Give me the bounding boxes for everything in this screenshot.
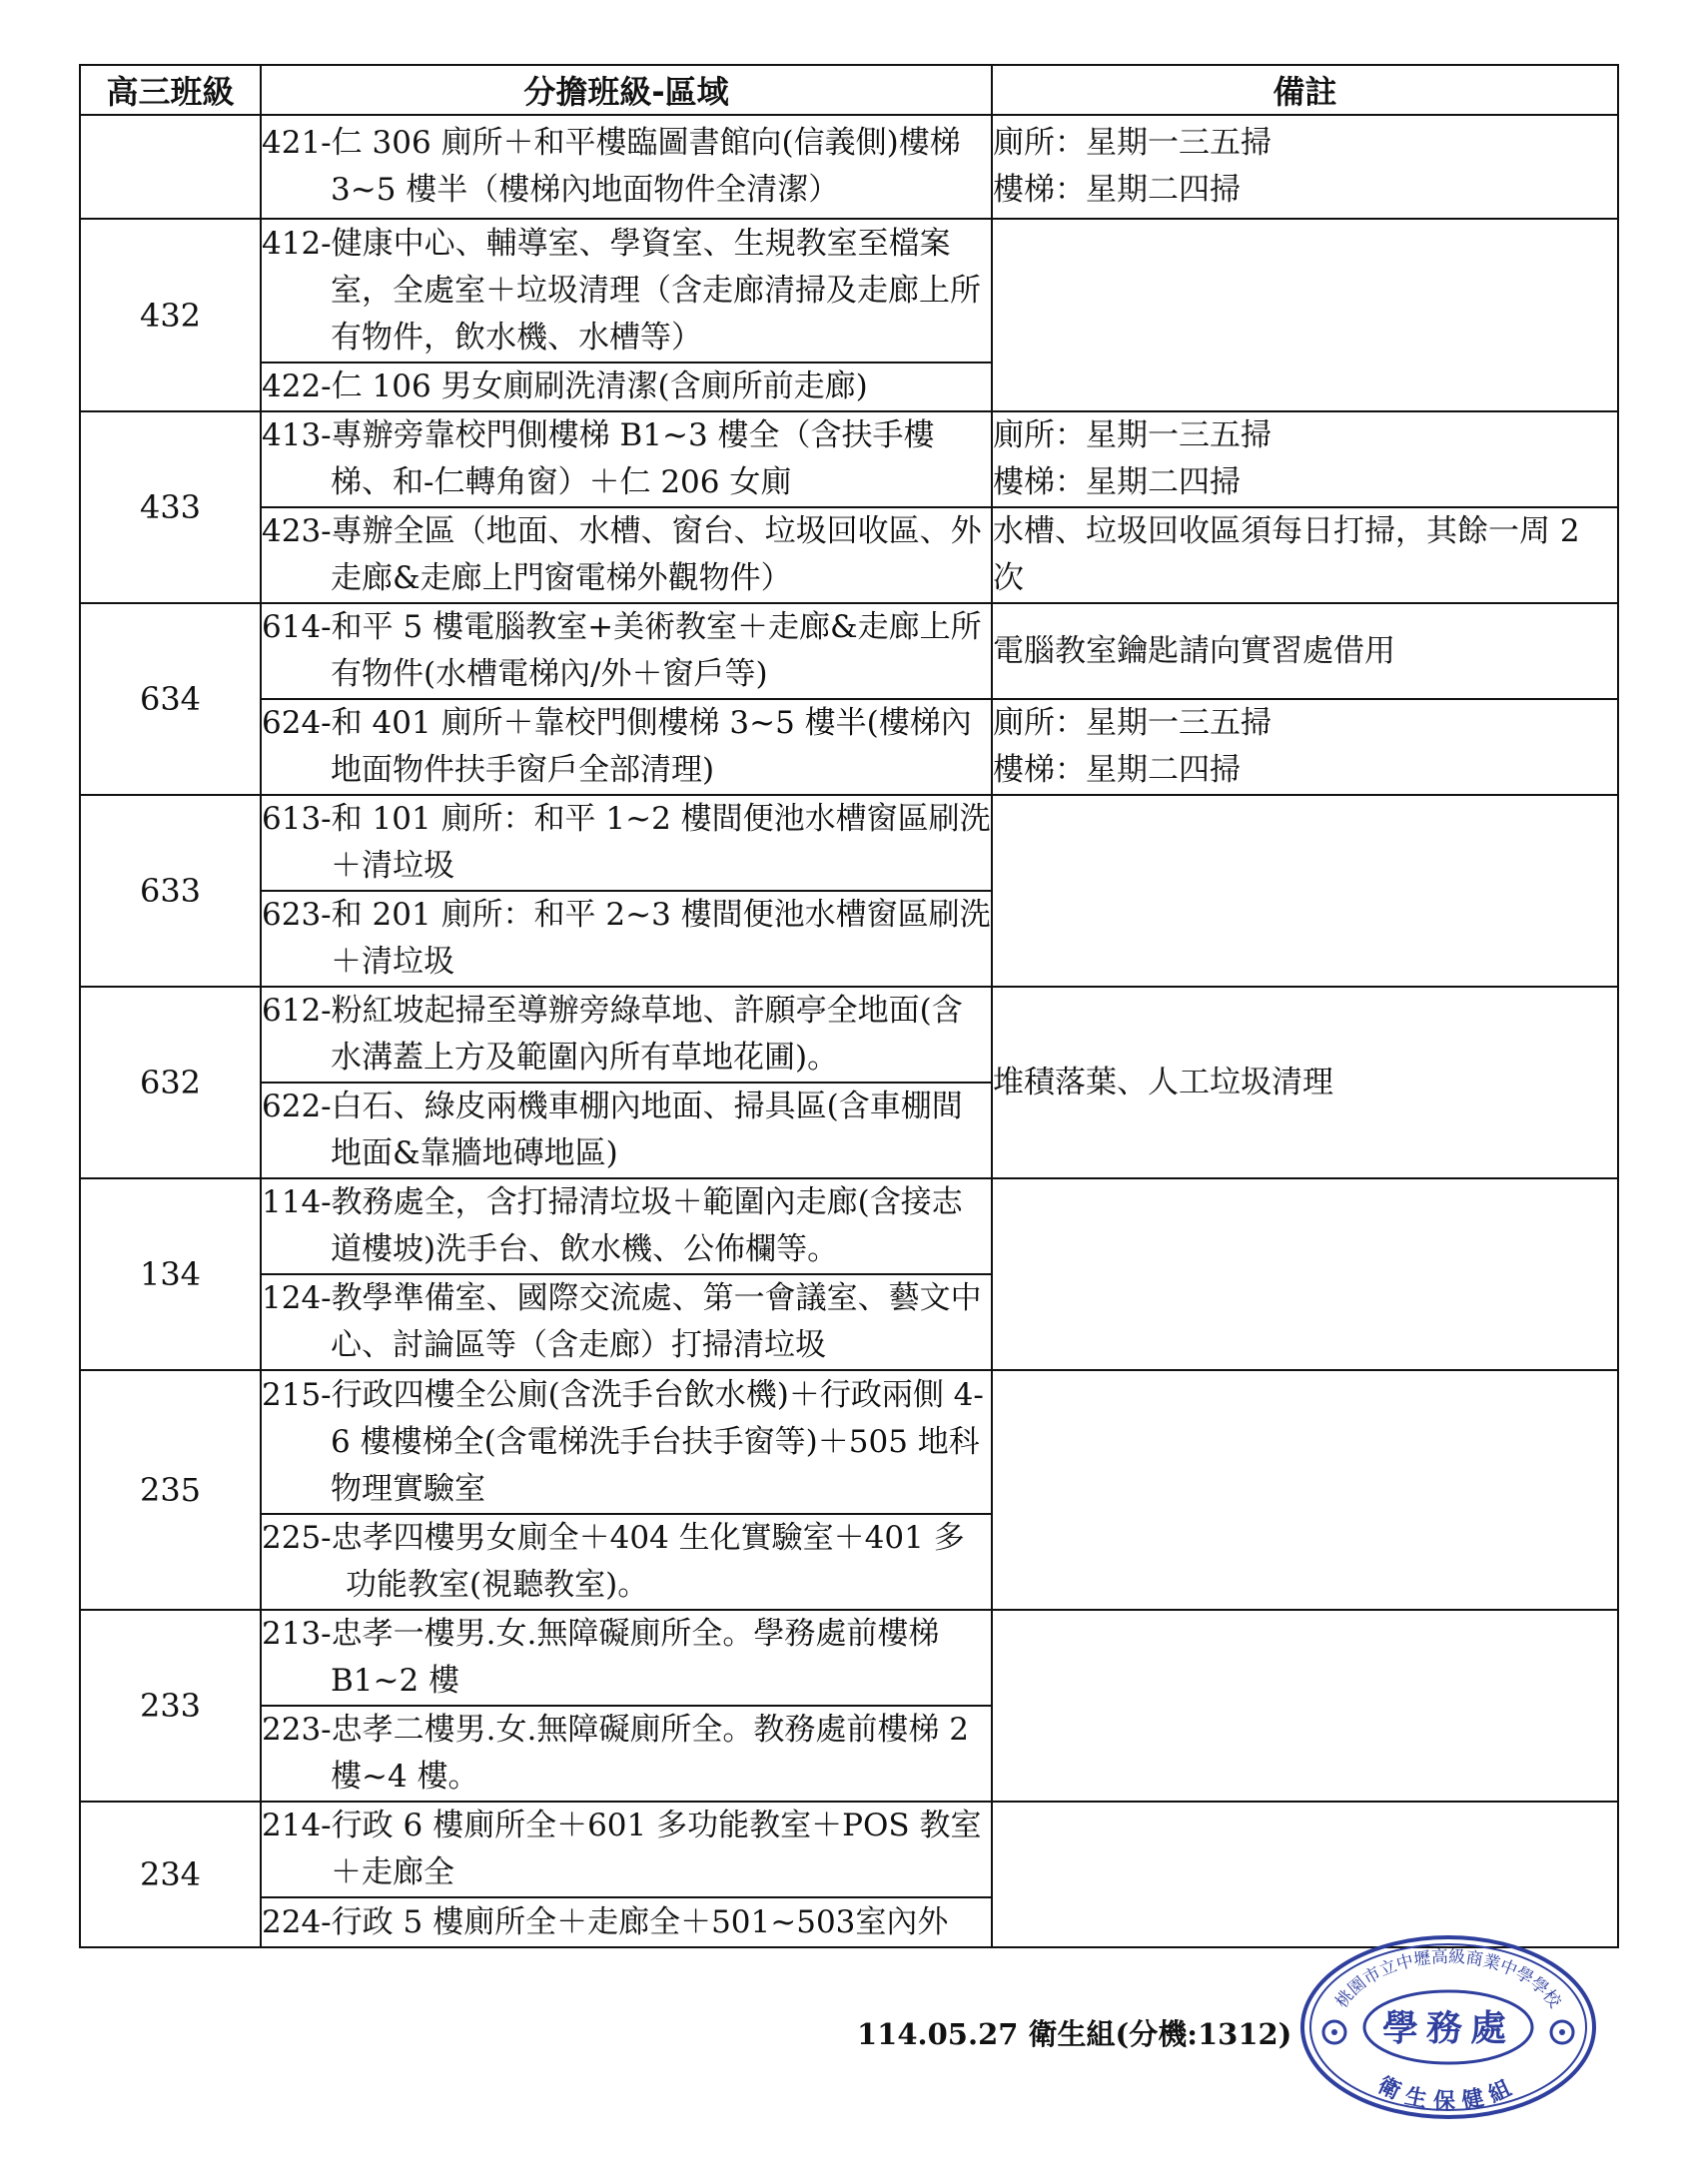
- area-cell: [261, 699, 992, 795]
- header-row: [80, 65, 1618, 115]
- class-cell: 433: [80, 411, 261, 603]
- area-cell: [261, 987, 992, 1083]
- area-cell: [261, 115, 992, 219]
- table-row: [80, 699, 1618, 795]
- note-line: 樓梯：星期二四掃: [993, 172, 1241, 208]
- table-row: [80, 1178, 1618, 1274]
- note-line: 廁所：星期一三五掃: [993, 125, 1271, 161]
- table-row: [80, 1802, 1618, 1897]
- class-cell: 234: [80, 1802, 261, 1947]
- area-text: 624-和 401 廁所＋靠校門側樓梯 3~5 樓半(樓梯內地面物件扶手窗戶全部清理): [262, 705, 972, 788]
- area-text: 124-教學準備室、國際交流處、第一會議室、藝文中心、討論區等（含走廊）打掃清垃圾: [262, 1280, 982, 1363]
- area-cell: [261, 1706, 992, 1802]
- header-note: 備註: [992, 65, 1618, 115]
- note-line: 樓梯：星期二四掃: [993, 464, 1241, 500]
- flower-emblem-icon: [1551, 2021, 1573, 2043]
- header-area: 分擔班級-區域: [261, 65, 992, 115]
- note-cell: [992, 115, 1618, 219]
- area-text: 412-健康中心、輔導室、學資室、生規教室至檔案室，全處室＋垃圾清理（含走廊清掃及走廊上所有物件，飲水機、水槽等）: [262, 225, 981, 356]
- area-text: 213-忠孝一樓男.女.無障礙廁所全。學務處前樓梯 B1~2 樓: [262, 1616, 940, 1699]
- area-text: 623-和 201 廁所：和平 2~3 樓間便池水槽窗區刷洗＋清垃圾: [262, 897, 991, 980]
- class-cell: [80, 115, 261, 219]
- note-cell: [992, 1802, 1618, 1947]
- table-row: [80, 507, 1618, 603]
- duty-table: [79, 64, 1619, 1948]
- area-text: 114-教務處全，含打掃清垃圾＋範圍內走廊(含接志道樓坡)洗手台、飲水機、公佈欄等。: [262, 1184, 963, 1267]
- note-cell: [992, 1178, 1618, 1370]
- class-cell: 235: [80, 1370, 261, 1610]
- seal-outer-text: 桃園市立中壢高級商業中學學校: [1331, 1946, 1565, 2012]
- note-cell: [992, 699, 1618, 795]
- note-cell: [992, 411, 1618, 507]
- class-cell: 432: [80, 219, 261, 411]
- table-row: [80, 795, 1618, 891]
- area-text: 225-忠孝四樓男女廁全＋404 生化實驗室＋401 多功能教室(視聽教室)。: [262, 1520, 965, 1603]
- area-cell: [261, 1802, 992, 1897]
- note-line: 廁所：星期一三五掃: [993, 417, 1271, 453]
- area-text: 622-白石、綠皮兩機車棚內地面、掃具區(含車棚間地面&靠牆地磚地區): [262, 1089, 963, 1171]
- area-cell: [261, 795, 992, 891]
- area-cell: [261, 363, 992, 411]
- footer-date-contact: 114.05.27 衛生組(分機:1312): [857, 2017, 1292, 2051]
- table-row: [80, 411, 1618, 507]
- area-cell: [261, 1514, 992, 1610]
- table-row: [80, 1610, 1618, 1706]
- area-text: 612-粉紅坡起掃至導辦旁綠草地、許願亭全地面(含水溝蓋上方及範圍內所有草地花圃)。: [262, 993, 963, 1076]
- seal-main-text: 學務處: [1381, 2007, 1515, 2049]
- area-cell: [261, 1083, 992, 1178]
- note-cell: [992, 507, 1618, 603]
- area-cell: [261, 1178, 992, 1274]
- class-cell: 632: [80, 987, 261, 1178]
- area-text: 423-專辦全區（地面、水槽、窗台、垃圾回收區、外走廊&走廊上門窗電梯外觀物件）: [262, 513, 982, 596]
- area-text: 421-仁 306 廁所＋和平樓臨圖書館向(信義側)樓梯 3~5 樓半（樓梯內地面物件全清潔）: [262, 125, 961, 208]
- note-line: 水槽、垃圾回收區須每日打掃，其餘一周 2 次: [993, 513, 1580, 596]
- area-cell: [261, 603, 992, 699]
- area-text: 614-和平 5 樓電腦教室+美術教室＋走廊&走廊上所有物件(水槽電梯內/外＋窗戶等): [262, 609, 982, 692]
- table-row: [80, 219, 1618, 363]
- table-row: [80, 603, 1618, 699]
- class-cell: 633: [80, 795, 261, 987]
- area-cell: [261, 411, 992, 507]
- table-row: [80, 987, 1618, 1083]
- area-text: 223-忠孝二樓男.女.無障礙廁所全。教務處前樓梯 2 樓~4 樓。: [262, 1712, 969, 1795]
- seal-bottom-text: 衛生保健組: [1373, 2071, 1523, 2115]
- note-cell: [992, 219, 1618, 411]
- note-cell: [992, 1370, 1618, 1610]
- area-cell: [261, 507, 992, 603]
- note-line: 廁所：星期一三五掃: [993, 705, 1271, 741]
- header-class: 高三班級: [80, 65, 261, 115]
- class-cell: 634: [80, 603, 261, 795]
- area-text: 215-行政四樓全公廁(含洗手台飲水機)＋行政兩側 4-6 樓樓梯全(含電梯洗手台扶手窗等)＋505 地科物理實驗室: [262, 1376, 984, 1507]
- area-cell: [261, 1610, 992, 1706]
- area-text: 613-和 101 廁所：和平 1~2 樓間便池水槽窗區刷洗＋清垃圾: [262, 801, 991, 884]
- school-office-seal: [1298, 1932, 1598, 2122]
- note-line: 樓梯：星期二四掃: [993, 752, 1241, 788]
- class-cell: 134: [80, 1178, 261, 1370]
- table-row: [80, 115, 1618, 219]
- area-cell: [261, 1897, 992, 1947]
- note-cell: [992, 1610, 1618, 1802]
- area-text: 422-仁 106 男女廁刷洗清潔(含廁所前走廊): [262, 368, 868, 404]
- flower-emblem-icon: [1323, 2021, 1345, 2043]
- area-text: 224-行政 5 樓廁所全＋走廊全＋501~503室內外: [262, 1903, 949, 1940]
- note-cell: [992, 603, 1618, 699]
- note-line: 電腦教室鑰匙請向實習處借用: [993, 632, 1395, 669]
- note-cell: [992, 795, 1618, 987]
- area-cell: [261, 891, 992, 987]
- area-text: 413-專辦旁靠校門側樓梯 B1~3 樓全（含扶手樓梯、和-仁轉角窗）＋仁 206 女廁: [262, 417, 935, 500]
- area-cell: [261, 219, 992, 363]
- note-line: 堆積落葉、人工垃圾清理: [993, 1064, 1333, 1100]
- table-row: [80, 1370, 1618, 1514]
- area-text: 214-行政 6 樓廁所全＋601 多功能教室＋POS 教室＋走廊全: [262, 1808, 982, 1890]
- area-cell: [261, 1274, 992, 1370]
- note-cell: [992, 987, 1618, 1178]
- class-cell: 233: [80, 1610, 261, 1802]
- area-cell: [261, 1370, 992, 1514]
